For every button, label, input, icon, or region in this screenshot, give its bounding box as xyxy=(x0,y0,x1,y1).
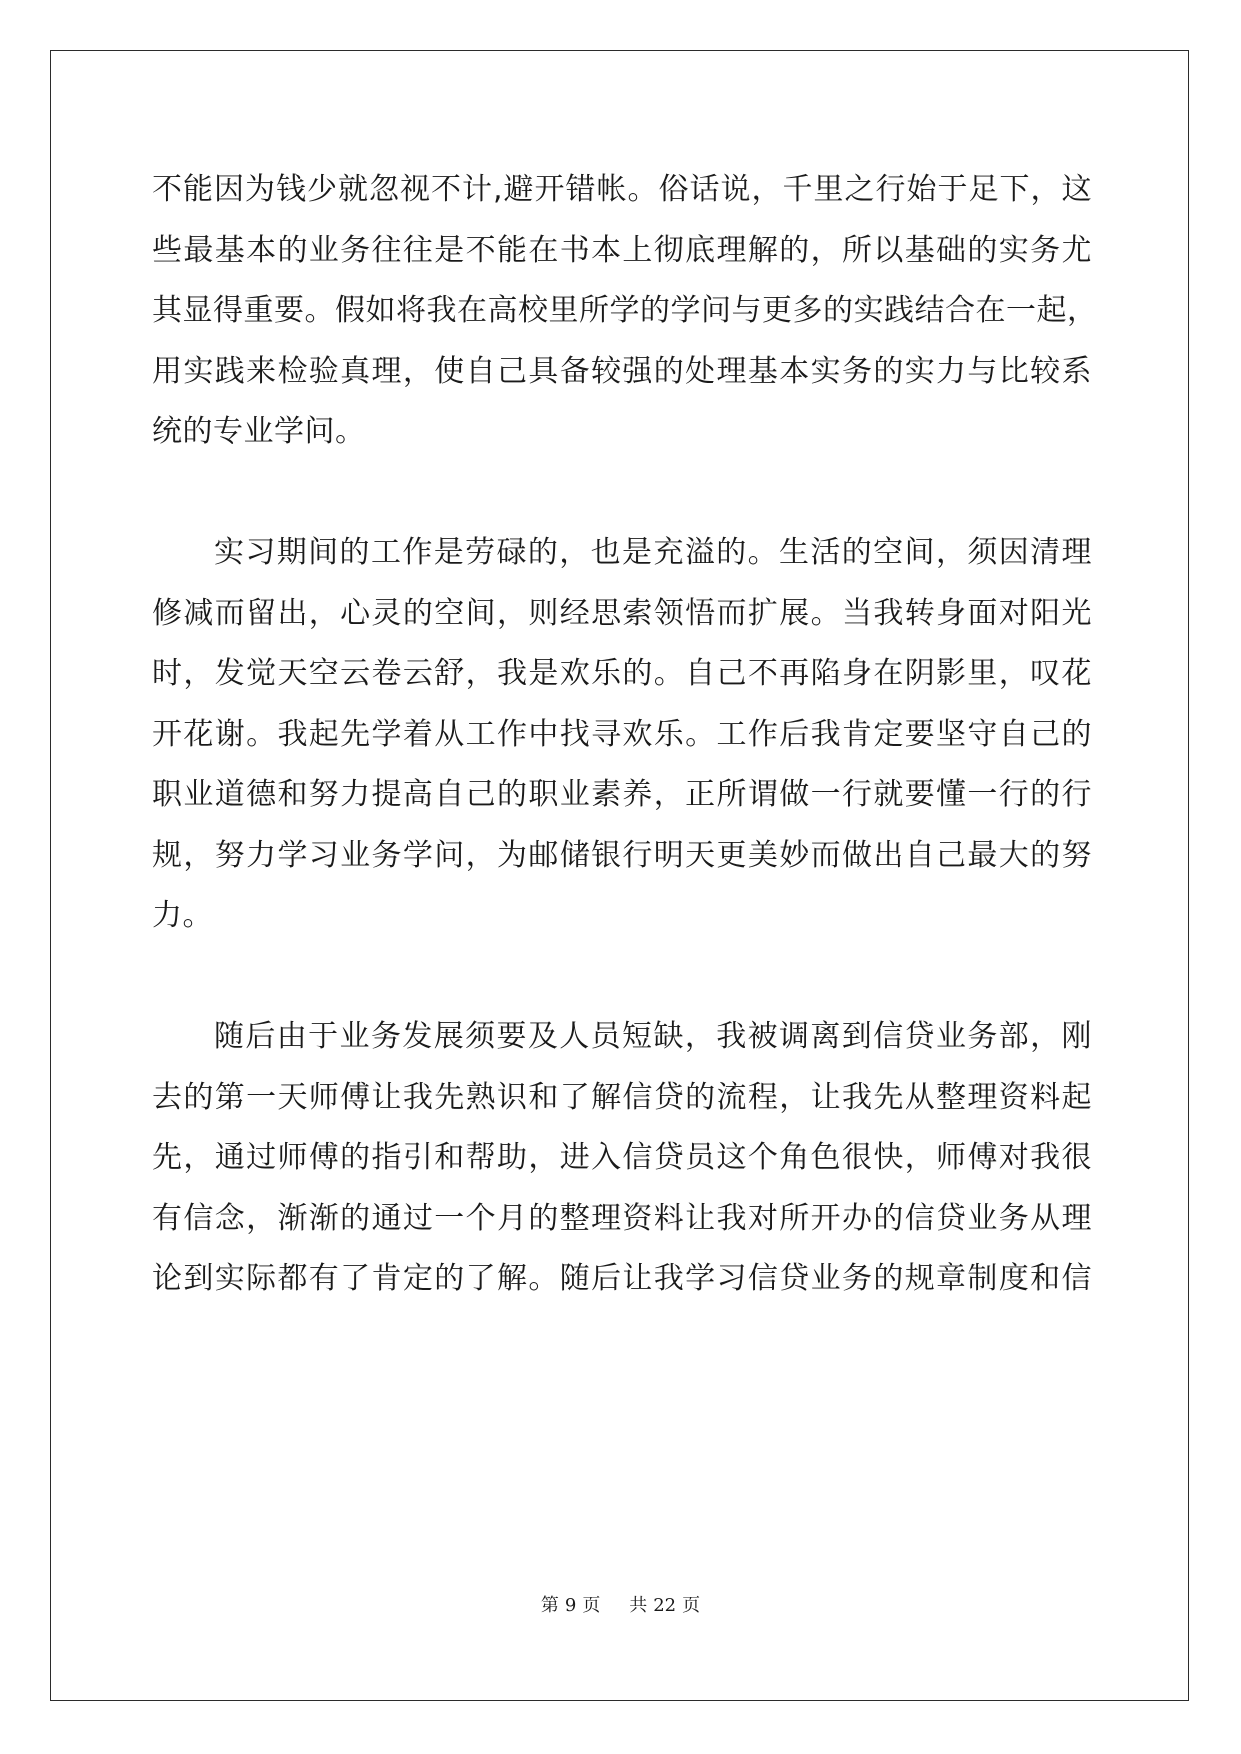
text-line: 开花谢。我起先学着从工作中找寻欢乐。工作后我肯定要坚守自己的 xyxy=(152,716,1092,752)
footer-page-number: 9 xyxy=(564,1595,577,1616)
text-line: 规，努力学习业务学问，为邮储银行明天更美妙而做出自己最大的努 xyxy=(152,837,1092,873)
text-line: 修减而留出，心灵的空间，则经思索领悟而扩展。当我转身面对阳光 xyxy=(152,595,1092,631)
text-line: 用实践来检验真理，使自己具备较强的处理基本实务的实力与比较系 xyxy=(152,353,1092,389)
text-line: 去的第一天师傅让我先熟识和了解信贷的流程，让我先从整理资料起 xyxy=(152,1079,1092,1115)
text-line: 先，通过师傅的指引和帮助，进入信贷员这个角色很快，师傅对我很 xyxy=(152,1140,1092,1175)
text-line: 统的专业学问。 xyxy=(152,414,366,449)
footer-page-suffix: 页 xyxy=(582,1595,601,1616)
footer-total-suffix: 页 xyxy=(682,1595,701,1616)
footer-total-pages: 22 xyxy=(653,1595,677,1616)
document-body xyxy=(152,160,1098,1310)
text-line: 些最基本的业务往往是不能在书本上彻底理解的，所以基础的实务尤 xyxy=(152,232,1092,268)
text-line: 有信念，渐渐的通过一个月的整理资料让我对所开办的信贷业务从理 xyxy=(152,1200,1092,1236)
footer-page-prefix: 第 xyxy=(540,1595,559,1616)
text-line: 论到实际都有了肯定的了解。随后让我学习信贷业务的规章制度和信 xyxy=(152,1261,1092,1296)
footer-total-prefix: 共 xyxy=(629,1595,648,1616)
text-line: 随后由于业务发展须要及人员短缺，我被调离到信贷业务部，刚 xyxy=(214,1019,1092,1054)
text-line: 实习期间的工作是劳碌的，也是充溢的。生活的空间，须因清理 xyxy=(214,535,1092,570)
text-line: 力。 xyxy=(152,898,213,933)
text-line: 职业道德和努力提高自己的职业素养，正所谓做一行就要懂一行的行 xyxy=(152,777,1092,812)
text-line: 时，发觉天空云卷云舒，我是欢乐的。自己不再陷身在阴影里，叹花 xyxy=(152,656,1092,691)
text-line: 不能因为钱少就忽视不计,避开错帐。俗话说，千里之行始于足下，这 xyxy=(152,172,1092,207)
page-footer xyxy=(0,1591,1241,1617)
text-line: 其显得重要。假如将我在高校里所学的学问与更多的实践结合在一起， xyxy=(152,293,1098,328)
